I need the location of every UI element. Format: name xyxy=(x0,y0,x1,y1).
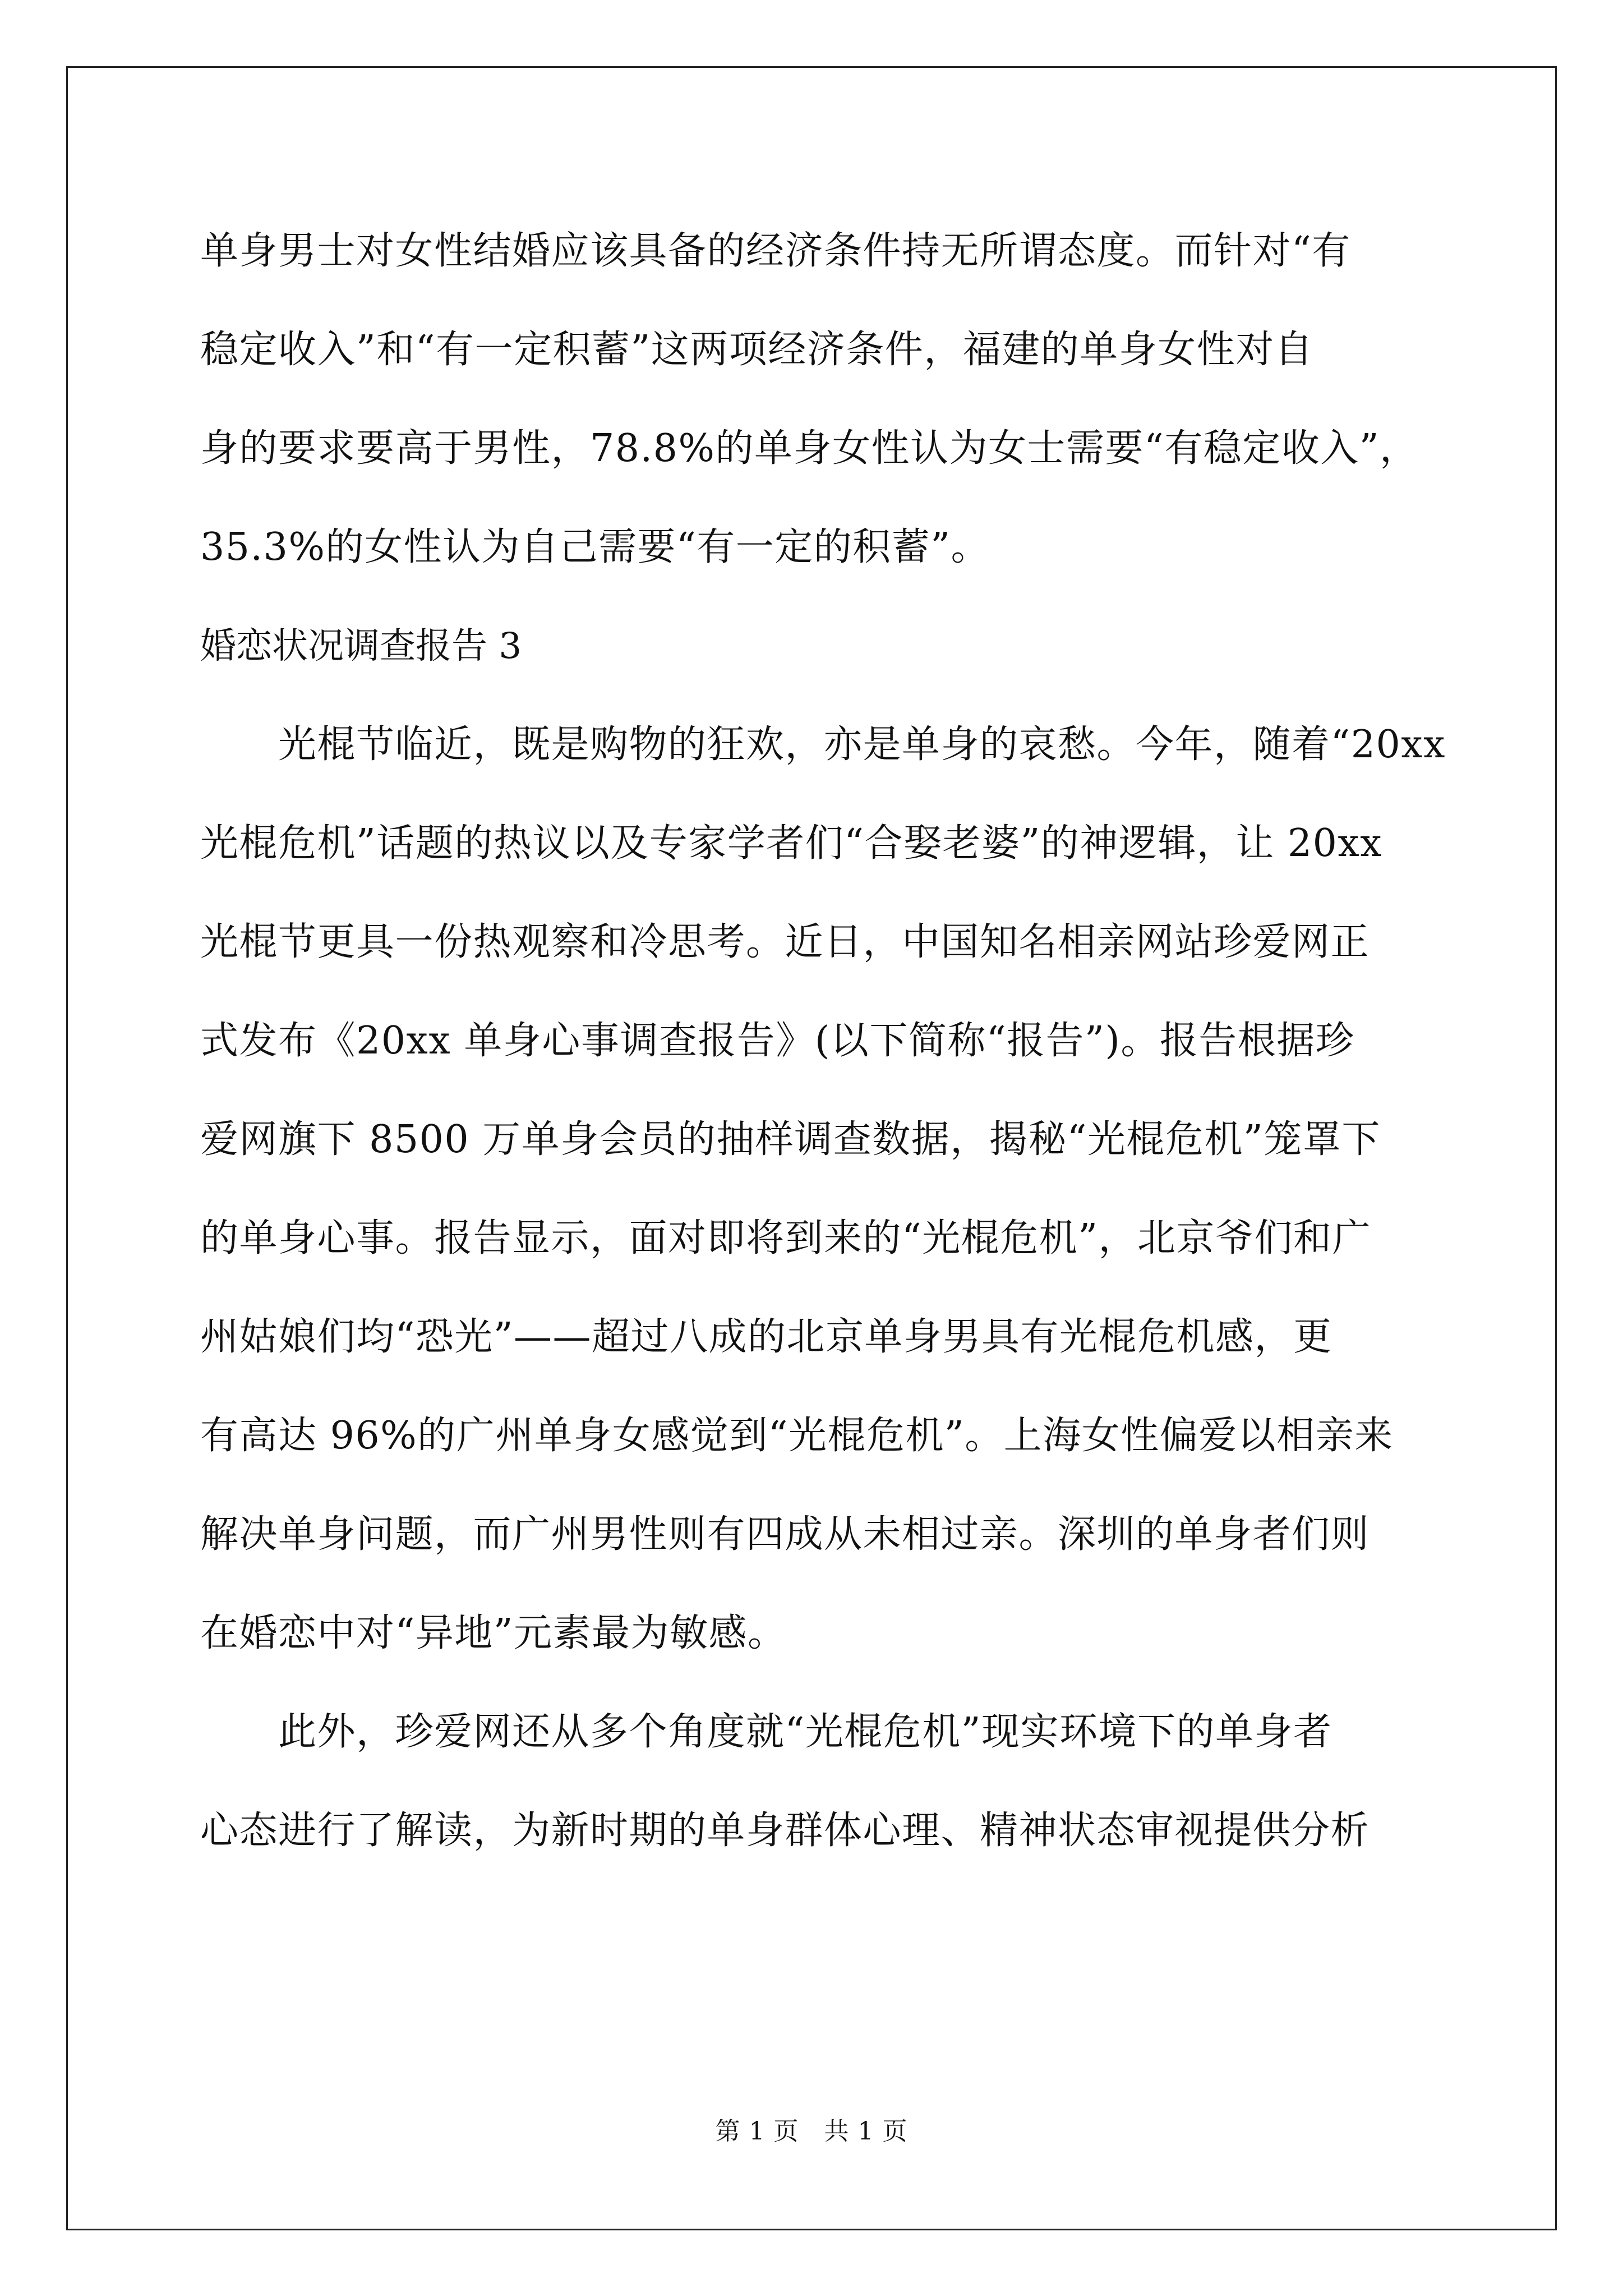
text-line: 身的要求要高于男性，78.8%的单身女性认为女士需要“有稳定收入”， xyxy=(200,426,1419,471)
section-heading: 婚恋状况调查报告 3 xyxy=(200,625,522,667)
text-line: 州姑娘们均“恐光”——超过八成的北京单身男具有光棍危机感，更 xyxy=(200,1315,1332,1359)
paragraph-two xyxy=(200,1683,1434,1880)
text-line: 解决单身问题，而广州男性则有四成从未相过亲。深圳的单身者们则 xyxy=(200,1512,1370,1557)
text-line: 心态进行了解读，为新时期的单身群体心理、精神状态审视提供分析 xyxy=(200,1809,1370,1853)
text-line: 光棍节临近，既是购物的狂欢，亦是单身的哀愁。今年，随着“20xx xyxy=(200,723,1446,767)
text-line: 稳定收入”和“有一定积蓄”这两项经济条件，福建的单身女性对自 xyxy=(200,328,1314,372)
paragraph-one xyxy=(200,696,1446,1683)
text-line: 爱网旗下 8500 万单身会员的抽样调查数据，揭秘“光棍危机”笼罩下 xyxy=(200,1117,1381,1162)
text-line: 此外，珍爱网还从多个角度就“光棍危机”现实环境下的单身者 xyxy=(200,1710,1332,1754)
text-line: 的单身心事。报告显示，面对即将到来的“光棍危机”，北京爷们和广 xyxy=(200,1216,1372,1260)
text-line: 光棍危机”话题的热议以及专家学者们“合娶老婆”的神逻辑，让 20xx xyxy=(200,821,1383,866)
text-line: 在婚恋中对“异地”元素最为敏感。 xyxy=(200,1611,787,1655)
text-line: 光棍节更具一份热观察和冷思考。近日，中国知名相亲网站珍爱网正 xyxy=(200,920,1370,964)
text-line: 有高达 96%的广州单身女感觉到“光棍危机”。上海女性偏爱以相亲来 xyxy=(200,1414,1394,1458)
page-footer: 第 1 页 共 1 页 xyxy=(715,2117,908,2146)
document-body xyxy=(200,202,1446,1880)
text-line: 单身男士对女性结婚应该具备的经济条件持无所谓态度。而针对“有 xyxy=(200,229,1351,273)
paragraph-previous xyxy=(200,202,1434,597)
text-line: 式发布《20xx 单身心事调查报告》(以下简称“报告”)。报告根据珍 xyxy=(200,1019,1355,1063)
text-line: 35.3%的女性认为自己需要“有一定的积蓄”。 xyxy=(200,525,990,569)
